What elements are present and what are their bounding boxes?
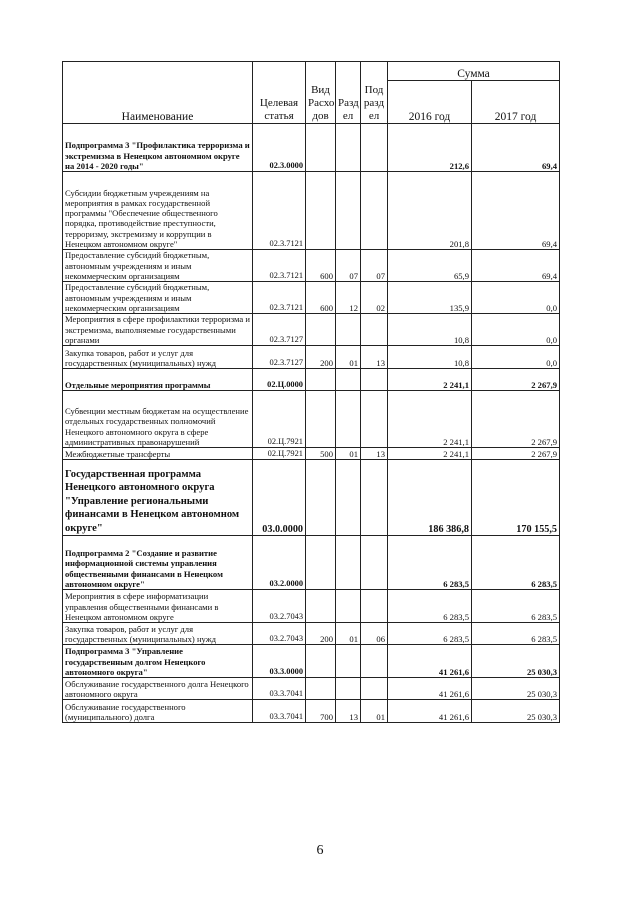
table-body (63, 124, 560, 723)
row-vid (306, 369, 336, 391)
row-vid: 200 (306, 346, 336, 369)
row-podrazdel (361, 369, 388, 391)
row-razdel: 01 (336, 448, 361, 460)
table-row (63, 460, 560, 536)
row-sum-2016: 6 283,5 (388, 590, 472, 623)
row-sum-2017: 2 267,9 (472, 391, 560, 448)
row-code: 03.2.0000 (253, 536, 306, 590)
row-podrazdel: 06 (361, 623, 388, 645)
table-row (63, 645, 560, 678)
row-vid (306, 460, 336, 536)
table-row (63, 346, 560, 369)
row-podrazdel: 13 (361, 448, 388, 460)
row-sum-2017: 69,4 (472, 172, 560, 250)
row-podrazdel: 02 (361, 282, 388, 314)
row-razdel: 12 (336, 282, 361, 314)
row-name: Подпрограмма 3 "Управление государственным долгом Ненецкого автономного округа" (63, 645, 253, 678)
table-row (63, 391, 560, 448)
row-razdel (336, 391, 361, 448)
row-name: Межбюджетные трансферты (63, 448, 253, 460)
row-sum-2017: 0,0 (472, 282, 560, 314)
header-name: Наименование (63, 62, 253, 124)
row-sum-2016: 2 241,1 (388, 391, 472, 448)
row-podrazdel: 01 (361, 700, 388, 723)
row-podrazdel (361, 314, 388, 346)
row-code: 03.2.7043 (253, 623, 306, 645)
row-podrazdel (361, 391, 388, 448)
header-year-2016: 2016 год (388, 81, 472, 124)
row-razdel (336, 590, 361, 623)
row-podrazdel: 07 (361, 250, 388, 282)
row-sum-2016: 41 261,6 (388, 678, 472, 700)
row-sum-2016: 41 261,6 (388, 700, 472, 723)
row-razdel (336, 369, 361, 391)
row-sum-2017: 170 155,5 (472, 460, 560, 536)
row-podrazdel (361, 172, 388, 250)
header-vid: Вид Расхо дов (306, 62, 336, 124)
row-name: Обслуживание государственного долга Ненецкого автономного округа (63, 678, 253, 700)
row-sum-2016: 65,9 (388, 250, 472, 282)
table-row (63, 250, 560, 282)
budget-table (62, 61, 560, 723)
row-razdel (336, 172, 361, 250)
row-name: Подпрограмма 2 "Создание и развитие информационной системы управления общественными финансами в Ненецком автономном округе" (63, 536, 253, 590)
row-razdel: 01 (336, 346, 361, 369)
table-row (63, 282, 560, 314)
row-sum-2016: 135,9 (388, 282, 472, 314)
row-code: 02.3.7127 (253, 346, 306, 369)
row-name: Субсидии бюджетным учреждениям на мероприятия в рамках государственной программы "Обеспечение общественного порядка, противодействие преступности, терроризму, экстремизму и коррупции в Ненецком автономном округе" (63, 172, 253, 250)
row-podrazdel (361, 590, 388, 623)
table-row (63, 590, 560, 623)
row-podrazdel (361, 124, 388, 172)
row-sum-2017: 6 283,5 (472, 623, 560, 645)
row-sum-2016: 10,8 (388, 346, 472, 369)
row-sum-2016: 41 261,6 (388, 645, 472, 678)
row-sum-2017: 25 030,3 (472, 678, 560, 700)
row-code: 03.2.7043 (253, 590, 306, 623)
row-name: Мероприятия в сфере профилактики терроризма и экстремизма, выполняемые государственными органами (63, 314, 253, 346)
row-sum-2017: 69,4 (472, 250, 560, 282)
row-sum-2017: 6 283,5 (472, 536, 560, 590)
header-sum: Сумма (388, 62, 560, 81)
table-row (63, 124, 560, 172)
row-code: 02.3.0000 (253, 124, 306, 172)
row-vid: 200 (306, 623, 336, 645)
row-podrazdel (361, 536, 388, 590)
header-year-2017: 2017 год (472, 81, 560, 124)
row-name: Отдельные мероприятия программы (63, 369, 253, 391)
row-code: 02.3.7121 (253, 282, 306, 314)
row-vid: 600 (306, 282, 336, 314)
row-razdel (336, 124, 361, 172)
row-code: 03.3.7041 (253, 678, 306, 700)
row-razdel (336, 645, 361, 678)
row-code: 02.3.7121 (253, 172, 306, 250)
header-podrazdel: Под разд ел (361, 62, 388, 124)
row-sum-2017: 0,0 (472, 346, 560, 369)
row-razdel (336, 536, 361, 590)
row-vid: 500 (306, 448, 336, 460)
row-code: 02.3.7127 (253, 314, 306, 346)
row-code: 03.3.7041 (253, 700, 306, 723)
table-row (63, 314, 560, 346)
row-name: Подпрограмма 3 "Профилактика терроризма и экстремизма в Ненецком автономном округе на 2014 - 2020 годы" (63, 124, 253, 172)
row-razdel: 01 (336, 623, 361, 645)
header-razdel: Разд ел (336, 62, 361, 124)
row-name: Субвенции местным бюджетам на осуществление отдельных государственных полномочий Ненецкого автономного округа в сфере административных правонарушений (63, 391, 253, 448)
row-podrazdel: 13 (361, 346, 388, 369)
row-sum-2017: 25 030,3 (472, 700, 560, 723)
row-vid (306, 124, 336, 172)
page-number: 6 (316, 843, 324, 858)
header-code: Целевая статья (253, 62, 306, 124)
row-podrazdel (361, 460, 388, 536)
row-code: 02.3.7121 (253, 250, 306, 282)
row-code: 02.Ц.7921 (253, 448, 306, 460)
table-row (63, 369, 560, 391)
row-name: Мероприятия в сфере информатизации управления общественными финансами в Ненецком автономном округе (63, 590, 253, 623)
row-sum-2016: 10,8 (388, 314, 472, 346)
row-name: Обслуживание государственного (муниципального) долга (63, 700, 253, 723)
row-sum-2016: 186 386,8 (388, 460, 472, 536)
row-podrazdel (361, 645, 388, 678)
row-code: 02.Ц.7921 (253, 391, 306, 448)
row-sum-2016: 2 241,1 (388, 369, 472, 391)
row-sum-2017: 2 267,9 (472, 369, 560, 391)
row-vid (306, 314, 336, 346)
row-podrazdel (361, 678, 388, 700)
row-razdel (336, 314, 361, 346)
row-razdel (336, 678, 361, 700)
table-row (63, 536, 560, 590)
row-vid (306, 645, 336, 678)
row-vid (306, 172, 336, 250)
row-sum-2017: 2 267,9 (472, 448, 560, 460)
row-sum-2016: 212,6 (388, 124, 472, 172)
row-sum-2017: 25 030,3 (472, 645, 560, 678)
row-sum-2016: 6 283,5 (388, 623, 472, 645)
row-sum-2016: 6 283,5 (388, 536, 472, 590)
row-sum-2016: 2 241,1 (388, 448, 472, 460)
table-row (63, 623, 560, 645)
row-vid (306, 590, 336, 623)
row-name: Закупка товаров, работ и услуг для государственных (муниципальных) нужд (63, 623, 253, 645)
row-name: Предоставление субсидий бюджетным, автономным учреждениям и иным некоммерческим организациям (63, 250, 253, 282)
row-name: Предоставление субсидий бюджетным, автономным учреждениям и иным некоммерческим организациям (63, 282, 253, 314)
row-sum-2017: 6 283,5 (472, 590, 560, 623)
row-vid (306, 678, 336, 700)
row-code: 03.3.0000 (253, 645, 306, 678)
row-sum-2017: 69,4 (472, 124, 560, 172)
row-sum-2016: 201,8 (388, 172, 472, 250)
row-code: 03.0.0000 (253, 460, 306, 536)
table-row (63, 678, 560, 700)
row-razdel (336, 460, 361, 536)
row-name: Закупка товаров, работ и услуг для государственных (муниципальных) нужд (63, 346, 253, 369)
row-vid: 600 (306, 250, 336, 282)
row-vid (306, 391, 336, 448)
row-name: Государственная программа Ненецкого автономного округа "Управление региональными финансами в Ненецком автономном округе" (63, 460, 253, 536)
row-vid (306, 536, 336, 590)
row-sum-2017: 0,0 (472, 314, 560, 346)
table-row (63, 700, 560, 723)
row-razdel: 07 (336, 250, 361, 282)
table-row (63, 448, 560, 460)
row-vid: 700 (306, 700, 336, 723)
row-razdel: 13 (336, 700, 361, 723)
table-row (63, 172, 560, 250)
row-code: 02.Ц.0000 (253, 369, 306, 391)
